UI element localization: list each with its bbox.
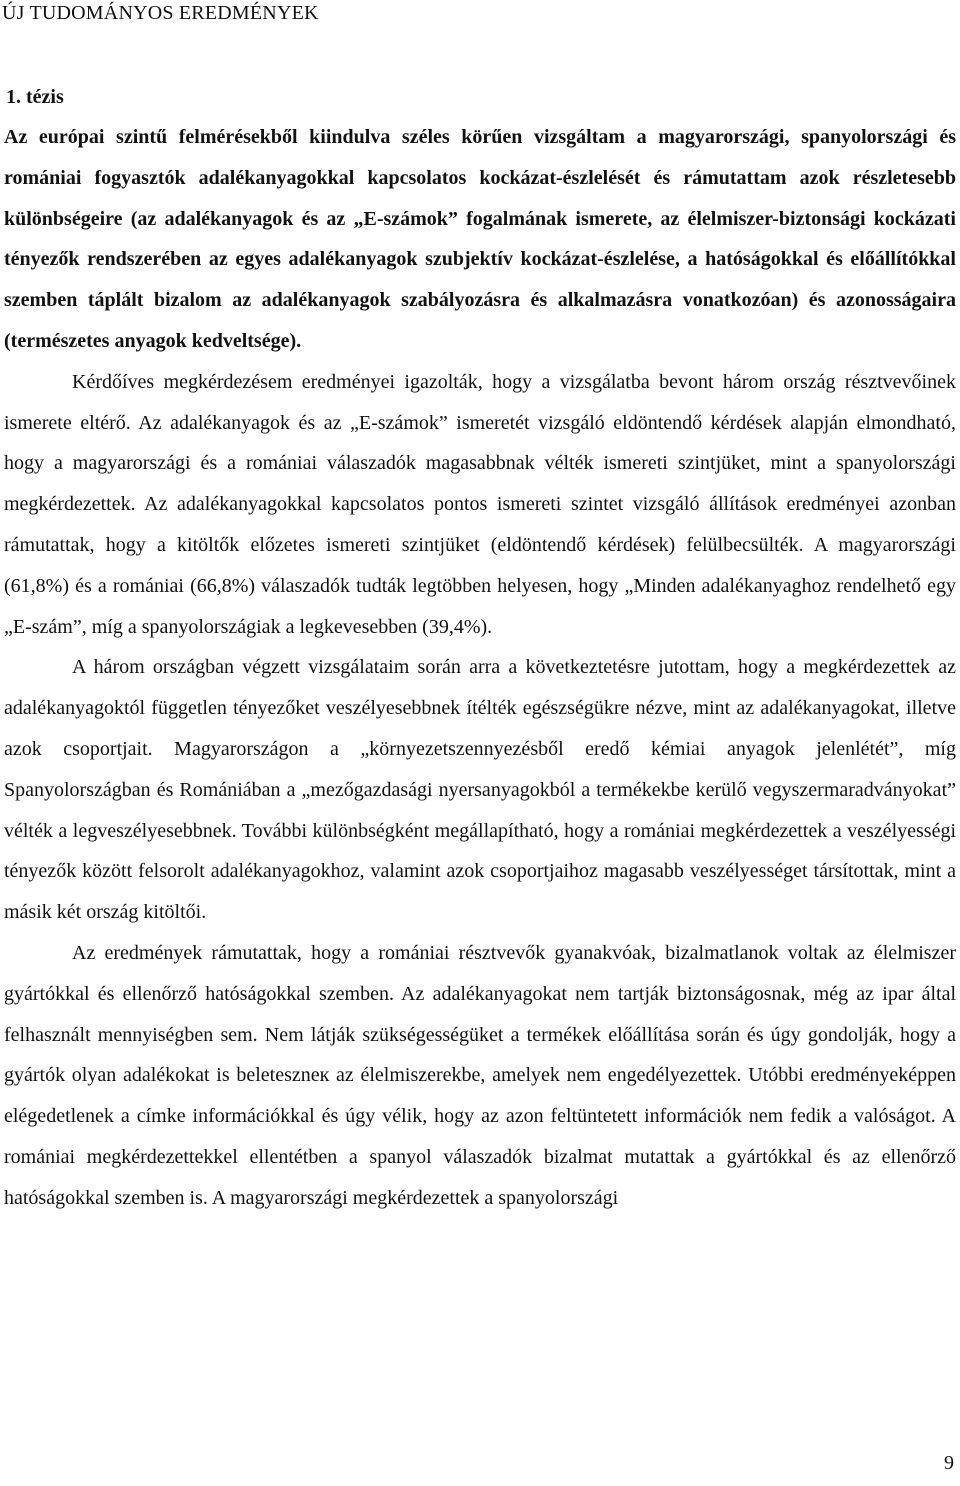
body-paragraph: Kérdőíves megkérdezésem eredményei igazolták, hogy a vizsgálatba bevont három ország résztvevőinek ismerete eltérő. Az adalékanyagok és az „E-számok” ismeretét vizsgáló eldöntendő kérdések alapján elmondható, hogy a magyarországi és a romániai válaszadók magasabbnak vélték ismereti szintjüket, mint a spanyolországi megkérdezettek. Az adalékanyagokkal kapcsolatos pontos ismereti szintet vizsgáló állítások eredményei azonban rámutattak, hogy a kitöltők előzetes ismereti szintjüket (eldöntendő kérdések) felülbecsülték. A magyarországi (61,8%) és a romániai (66,8%) válaszadók tudták legtöbben helyesen, hogy „Minden adalékanyaghoz rendelhető egy „E-szám”, míg a spanyolországiak a legkevesebben (39,4%). — [4, 370, 956, 638]
body-paragraph: A három országban végzett vizsgálataim során arra a következtetésre jutottam, hogy a megkérdezettek az adalékanyagoktól független tényezőket veszélyesebbnek ítélték egészségükre nézve, mint az adalékanyagokat, illetve azok csoportjait. Magyarországon a „környezetszennyezésből eredő kémiai anyagok jelenlétét”, míg Spanyolországban és Romániában a „mezőgazdasági nyersanyagokból a termékekbe kerülő vegyszermaradványokat” vélték a legveszélyesebbnek. További különbségként megállapítható, hogy a romániai megkérdezettek a veszélyességi tényezők között felsorolt adalékanyagokhoz, valamint azok csoportjaihoz magasabb veszélyességet társítottak, mint a másik két ország kitöltői. — [4, 656, 956, 924]
page-number: 9 — [944, 1452, 954, 1474]
body-paragraph: Az eredmények rámutattak, hogy a romániai résztvevők gyanakvóak, bizalmatlanok voltak az élelmiszer gyártókkal és ellenőrző hatóságokkal szemben. Az adalékanyagokat nem tartják biztonságosnak, még az ipar által felhasznált mennyiségben sem. Nem látják szükségességüket a termékek előállítása során és úgy gondolják, hogy a gyártók olyan adalékokat is beleteszneк az élelmiszerekbe, amelyek nem engedélyezettek. Utóbbi eredményeképpen elégedetlenek a címke információkkal és úgy vélik, hogy az azon feltüntetett információk nem fedik a valóságot. A romániai megkérdezettekkel ellentétben a spanyol válaszadók bizalmat mutattak a gyártókkal és az ellenőrző hatóságokkal szemben is. A magyarországi megkérdezettek a spanyolországi — [4, 941, 956, 1209]
thesis-statement-paragraph: Az európai szintű felmérésekből kiindulva széles körűen vizsgáltam a magyarországi, spanyolországi és romániai fogyasztók adalékanyagokkal kapcsolatos kockázat-észlelését és rámutattam azok részletesebb különbségeire (az adalékanyagok és az „E-számok” fogalmának ismerete, az élelmiszer-biztonsági kockázati tényezők rendszerében az egyes adalékanyagok szubjektív kockázat-észlelése, a hatóságokkal és előállítókkal szemben táplált bizalom az adalékanyagok szabályozásra és alkalmazásra vonatkozóan) és azonosságaira (természetes anyagok kedveltsége). — [4, 126, 956, 352]
section-title: ÚJ TUDOMÁNYOS EREDMÉNYEK — [2, 2, 319, 24]
thesis-label: 1. tézis — [6, 86, 64, 108]
thesis-body — [4, 117, 956, 1219]
